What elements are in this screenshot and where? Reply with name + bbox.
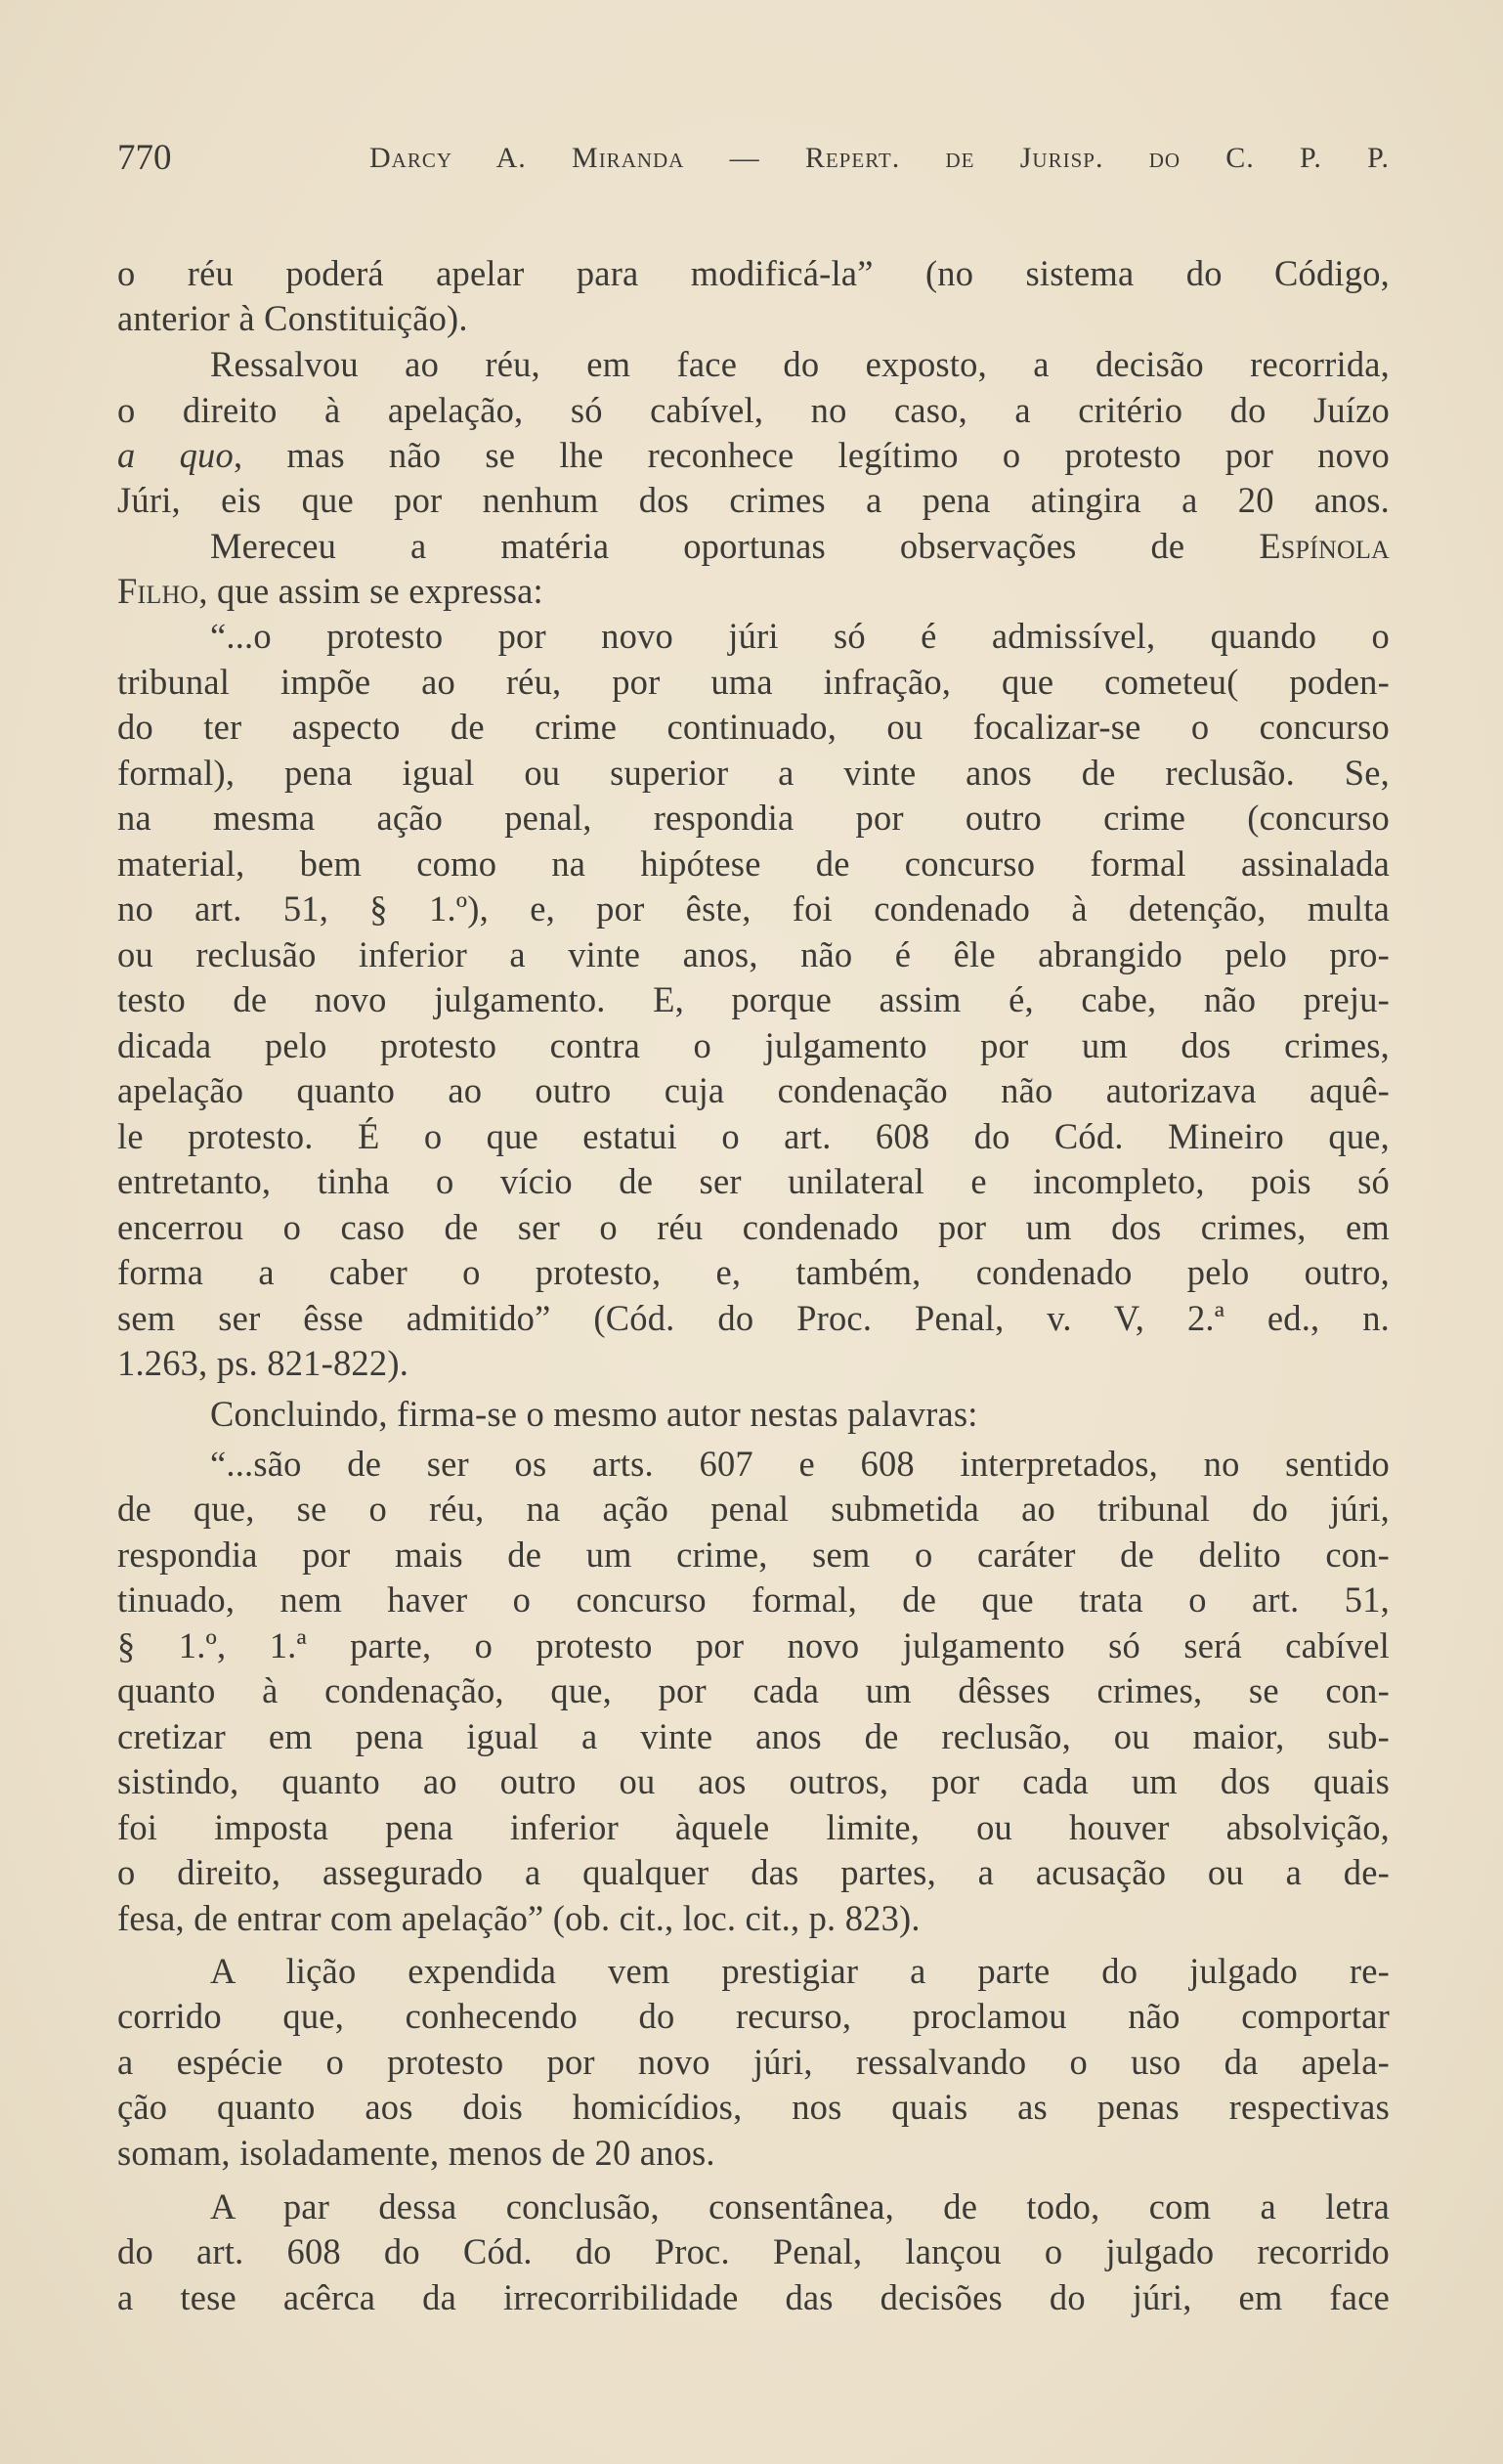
text-line-rest: , que assim se expressa:: [198, 571, 543, 611]
text-line: apelação quanto ao outro cuja condenação não autorizava aquê-: [117, 1070, 1390, 1110]
text-line: A lição expendida vem prestigiar a parte do julgado re-: [210, 1951, 1390, 1991]
running-header: Darcy A. Miranda — Repert. de Jurisp. do C. P. P.: [369, 142, 1390, 174]
author-name-2: Filho: [117, 571, 199, 611]
text-line: no art. 51, § 1.º), e, por êste, foi condenado à detenção, multa: [117, 888, 1390, 929]
text-line: o direito à apelação, só cabível, no caso, a critério do Juízo: [117, 390, 1390, 430]
text-line: sistindo, quanto ao outro ou aos outros, por cada um dos quais: [117, 1761, 1390, 1801]
text-line: Concluindo, firma-se o mesmo autor nestas palavras:: [210, 1394, 978, 1434]
text-line: anterior à Constituição).: [117, 298, 468, 338]
text-line: entretanto, tinha o vício de ser unilateral e incompleto, pois só: [117, 1161, 1390, 1201]
text-line-rest: , mas não se lhe reconhece legítimo o protesto por novo: [233, 435, 1390, 475]
text-line: Ressalvou ao réu, em face do exposto, a decisão recorrida,: [210, 344, 1390, 384]
text-line: 1.263, ps. 821-822).: [117, 1343, 409, 1383]
text-line: cretizar em pena igual a vinte anos de reclusão, ou maior, sub-: [117, 1716, 1390, 1756]
text-line: [117, 434, 1390, 477]
text-line: encerrou o caso de ser o réu condenado por um dos crimes, em: [117, 1207, 1390, 1247]
text-line: foi imposta pena inferior àquele limite, ou houver absolvição,: [117, 1807, 1390, 1847]
text-line: forma a caber o protesto, e, também, condenado pelo outro,: [117, 1252, 1390, 1292]
text-line: le protesto. É o que estatui o art. 608 do Cód. Mineiro que,: [117, 1116, 1390, 1156]
author-name: Espínola: [1259, 526, 1390, 566]
text-line: o direito, assegurado a qualquer das partes, a acusação ou a de-: [117, 1852, 1390, 1892]
text-line: A par dessa conclusão, consentânea, de todo, com a letra: [210, 2186, 1390, 2226]
page-number: 770: [117, 138, 172, 178]
text-line: quanto à condenação, que, por cada um dêsses crimes, se con-: [117, 1670, 1390, 1710]
text-line-part: Mereceu a matéria oportunas observações de: [210, 526, 1185, 566]
text-line: corrido que, conhecendo do recurso, proclamou não comportar: [117, 1996, 1390, 2036]
text-line: “...o protesto por novo júri só é admissível, quando o: [210, 616, 1390, 656]
text-line: respondia por mais de um crime, sem o caráter de delito con-: [117, 1535, 1390, 1575]
text-line: a tese acêrca da irrecorribilidade das decisões do júri, em face: [117, 2277, 1390, 2317]
text-line: § 1.º, 1.ª parte, o protesto por novo julgamento só será cabível: [117, 1625, 1390, 1665]
text-line: do art. 608 do Cód. do Proc. Penal, lançou o julgado recorrido: [117, 2231, 1390, 2271]
text-line: na mesma ação penal, respondia por outro crime (concurso: [117, 798, 1390, 838]
text-line: material, bem como na hipótese de concurso formal assinalada: [117, 843, 1390, 884]
text-line: [210, 525, 1390, 568]
text-line: “...são de ser os arts. 607 e 608 interpretados, no sentido: [210, 1444, 1390, 1484]
text-line: ou reclusão inferior a vinte anos, não é êle abrangido pelo pro-: [117, 934, 1390, 974]
text-line: fesa, de entrar com apelação” (ob. cit., loc. cit., p. 823).: [117, 1898, 921, 1938]
text-line: testo de novo julgamento. E, porque assim é, cabe, não preju-: [117, 979, 1390, 1019]
text-line: dicada pelo protesto contra o julgamento por um dos crimes,: [117, 1025, 1390, 1065]
text-line: tribunal impõe ao réu, por uma infração, que cometeu( poden-: [117, 662, 1390, 702]
text-line: [117, 570, 1390, 613]
text-line: ção quanto aos dois homicídios, nos quais as penas respectivas: [117, 2087, 1390, 2127]
text-line: de que, se o réu, na ação penal submetida ao tribunal do júri,: [117, 1489, 1390, 1529]
text-line: do ter aspecto de crime continuado, ou focalizar-se o concurso: [117, 707, 1390, 747]
text-line: somam, isoladamente, menos de 20 anos.: [117, 2133, 715, 2173]
text-line: o réu poderá apelar para modificá-la” (no sistema do Código,: [117, 253, 1390, 293]
text-line: a espécie o protesto por novo júri, ressalvando o uso da apela-: [117, 2042, 1390, 2082]
italic-a-quo: a quo: [117, 435, 234, 475]
text-line: Júri, eis que por nenhum dos crimes a pena atingira a 20 anos.: [117, 480, 1390, 520]
text-line: sem ser êsse admitido” (Cód. do Proc. Penal, v. V, 2.ª ed., n.: [117, 1298, 1390, 1338]
text-line: formal), pena igual ou superior a vinte anos de reclusão. Se,: [117, 753, 1390, 793]
text-line: tinuado, nem haver o concurso formal, de que trata o art. 51,: [117, 1579, 1390, 1620]
